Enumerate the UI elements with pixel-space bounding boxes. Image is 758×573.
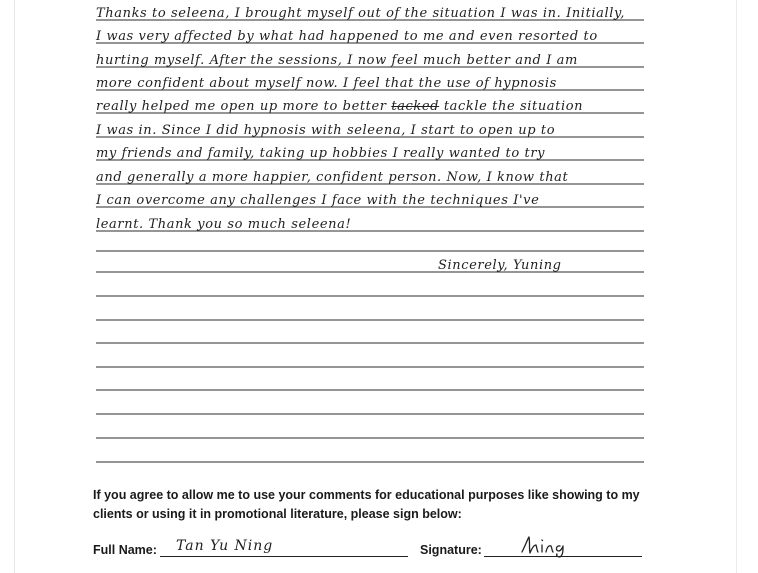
testimonial-line: more confident about myself now. I feel that the use of hypnosis [96, 76, 557, 91]
testimonial-line: learnt. Thank you so much seleena! [96, 217, 352, 232]
full-name-line [160, 556, 408, 557]
testimonial-line-5-end: tackle the situation [443, 99, 584, 114]
testimonial-line-5 [96, 98, 583, 116]
testimonial-line: I was in. Since I did hypnosis with seleena, I start to open up to [96, 123, 556, 138]
testimonial-line: my friends and family, taking up hobbies I really wanted to try [96, 146, 546, 161]
testimonial-line-5-start: really helped me open up more to better [96, 99, 387, 114]
testimonial-line: and generally a more happier, confident person. Now, I know that [96, 170, 569, 185]
signature-label: Signature: [420, 543, 482, 557]
crossed-out-word: tacked [391, 99, 440, 114]
testimonial-line: I was very affected by what had happened to me and even resorted to [96, 29, 598, 44]
testimonial-line: I can overcome any challenges I face with the techniques I've [96, 193, 540, 208]
handwritten-signature[interactable] [518, 534, 578, 558]
full-name-label: Full Name: [93, 543, 157, 557]
consent-text: If you agree to allow me to use your comments for educational purposes like showing to my clients or using it in promotional literature, please sign below: [93, 488, 640, 521]
testimonial-line: Thanks to seleena, I brought myself out of the situation I was in. Initially, [96, 6, 625, 21]
testimonial-line: hurting myself. After the sessions, I now feel much better and I am [96, 53, 578, 68]
full-name-value[interactable]: Tan Yu Ning [176, 538, 274, 554]
closing-signoff: Sincerely, Yuning [438, 258, 562, 273]
